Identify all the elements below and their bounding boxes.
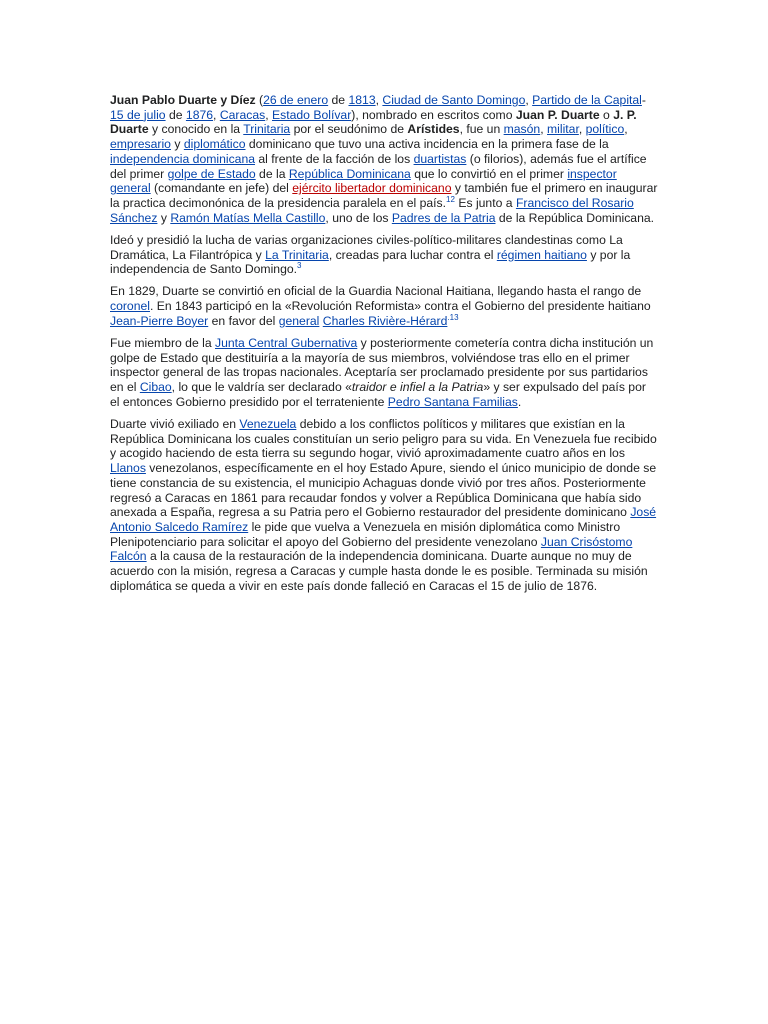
text-run: Duarte vivió exiliado en	[110, 417, 240, 432]
article-link[interactable]: Trinitaria	[243, 122, 291, 137]
text-run: de la	[255, 166, 289, 181]
article-link[interactable]: Llanos	[110, 461, 146, 476]
paragraph-4	[110, 336, 658, 410]
paragraph-5	[110, 417, 658, 593]
text-run: , fue un	[459, 122, 504, 137]
article-link[interactable]: La Trinitaria	[265, 247, 329, 262]
article-link[interactable]: 15 de julio	[110, 107, 166, 122]
article-link[interactable]: Ciudad de Santo Domingo	[382, 93, 526, 107]
article-link[interactable]: República Dominicana	[288, 166, 411, 181]
text-run: de	[328, 93, 349, 107]
text-run: dominicano que tuvo una activa incidencia en la primera fase de la	[245, 137, 609, 152]
bold-text: Juan Pablo Duarte y Díez	[110, 93, 256, 107]
text-run: de	[165, 107, 186, 122]
text-run: (comandante en jefe) del	[150, 181, 293, 196]
text-run: ,	[375, 93, 383, 107]
text-run: al frente de la facción de los	[255, 151, 414, 166]
footnote-ref[interactable]: 3	[297, 261, 302, 271]
italic-text: traidor e infiel a la Patria	[351, 380, 484, 395]
text-run: ,	[525, 93, 533, 107]
paragraph-1	[110, 93, 658, 225]
bold-text: Juan P. Duarte	[515, 107, 600, 122]
article-link[interactable]: Caracas	[219, 107, 266, 122]
text-run: ), nombrado en escritos como	[351, 107, 516, 122]
article-link[interactable]: Francisco del Rosario Sánchez	[110, 195, 634, 225]
article-link[interactable]: ejército libertador dominicano	[292, 181, 452, 196]
article-link[interactable]: José Antonio Salcedo Ramírez	[110, 505, 657, 534]
bold-text: J. P. Duarte	[110, 107, 637, 137]
article-link[interactable]: coronel	[110, 299, 150, 314]
article-link[interactable]: Padres de la Patria	[391, 210, 496, 225]
text-run: Fue miembro de la	[110, 336, 215, 351]
article-body	[110, 93, 658, 601]
bold-text: Arístides	[407, 122, 460, 137]
text-run: de la República Dominicana.	[495, 210, 655, 225]
article-link[interactable]: Junta Central Gubernativa	[215, 336, 358, 351]
text-run: debido a los conflictos políticos y militares que existían en la República Dominicana los cuales constituían un serio peligro para su vida. En Venezuela fue recibido y acogido haciendo de esta tierra su segundo hogar, vivió aproximadamente cuatro años en los	[110, 417, 657, 461]
article-link[interactable]: Pedro Santana Familias	[387, 394, 518, 409]
text-run: ,	[578, 122, 586, 137]
paragraph-3	[110, 284, 658, 328]
article-link[interactable]: golpe de Estado	[167, 166, 256, 181]
text-run: y por la independencia de Santo Domingo.	[110, 247, 631, 277]
text-run: por el seudónimo de	[290, 122, 408, 137]
article-link[interactable]: Jean-Pierre Boyer	[110, 313, 209, 328]
paragraph-2	[110, 233, 658, 277]
article-link[interactable]: inspector general	[110, 166, 617, 196]
text-run: (	[255, 93, 264, 107]
text-run: Es junto a	[454, 195, 516, 210]
article-link[interactable]: diplomático	[183, 137, 246, 152]
text-run: Ideó y presidió la lucha de varias organizaciones civiles-político-militares clandestinas como La Dramática, La Filantrópica y	[110, 232, 623, 262]
article-link[interactable]: independencia dominicana	[110, 151, 256, 166]
text-run: ,	[624, 122, 628, 137]
article-link[interactable]: Estado Bolívar	[272, 107, 352, 122]
text-run: y conocido en la	[148, 122, 244, 137]
article-link[interactable]: Juan Crisóstomo Falcón	[110, 534, 633, 564]
text-run: y	[170, 137, 184, 152]
article-link[interactable]: empresario	[110, 137, 171, 152]
article-link[interactable]: masón	[503, 122, 541, 137]
article-link[interactable]: Ramón Matías Mella Castillo	[170, 210, 326, 225]
article-link[interactable]: general	[278, 313, 320, 328]
text-run: , lo que le valdría ser declarado «	[171, 380, 352, 395]
text-run: . En 1843 participó en la «Revolución Reformista» contra el Gobierno del presidente haitiano	[149, 299, 651, 314]
article-link[interactable]: Charles Rivière-Hérard	[322, 313, 448, 328]
text-run: y posteriormente cometería contra dicha institución un golpe de Estado que destituiría a la mayoría de sus miembros, volviéndose tras ello en el primer inspector general de las tropas nacionales. Aceptaría ser proclamado presidente por sus partidarios en el	[110, 336, 654, 395]
article-link[interactable]: 1876	[185, 107, 214, 122]
text-run: , creadas para luchar contra el	[328, 247, 497, 262]
text-run: venezolanos, específicamente en el hoy Estado Apure, siendo el único municipio de donde se tiene constancia de su existencia, el municipio Achaguas donde vivió por tres años. Posteriormente regresó a Caracas en 1861 para recaudar fondos y volver a República Dominicana que había sido anexada a España, regresa a su Patria pero el Gobierno restaurador del presidente dominicano	[110, 461, 657, 520]
article-link[interactable]: Venezuela	[239, 417, 297, 432]
text-run: ,	[265, 107, 272, 122]
text-run: (o filorios), además fue el artífice del primer	[110, 151, 647, 181]
text-run: que lo convirtió en el primer	[410, 166, 568, 181]
text-run: a la causa de la restauración de la independencia dominicana. Duarte aunque no muy de acuerdo con la misión, regresa a Caracas y cumple hasta donde le es posible. Terminada su misión diplomática se queda a vivir en este país donde falleció en Caracas el 15 de julio de 1876.	[110, 549, 648, 593]
article-link[interactable]: régimen haitiano	[496, 247, 587, 262]
text-run: .	[517, 394, 522, 409]
article-link[interactable]: 26 de enero	[263, 93, 329, 107]
text-run: le pide que vuelva a Venezuela en misión diplomática como Ministro Plenipotenciario para solicitar el apoyo del Gobierno del presidente venezolano	[110, 519, 621, 549]
text-run: en favor del	[208, 313, 279, 328]
article-link[interactable]: Cibao	[139, 380, 172, 395]
text-run: » y ser expulsado del país por el entonces Gobierno presidido por el terrateniente	[110, 380, 646, 409]
text-run: En 1829, Duarte se convirtió en oficial de la Guardia Nacional Haitiana, llegando hasta el rango de	[110, 284, 642, 299]
article-link[interactable]: Partido de la Capital	[532, 93, 642, 107]
text-run: ,	[213, 107, 220, 122]
footnote-ref[interactable]: .13	[447, 312, 459, 322]
article-link[interactable]: militar	[547, 122, 579, 137]
text-run: ,	[540, 122, 547, 137]
article-link[interactable]: 1813	[348, 93, 376, 107]
footnote-ref[interactable]: 12	[446, 194, 455, 204]
text-run: -	[641, 93, 646, 107]
article-link[interactable]: duartistas	[413, 151, 467, 166]
text-run: y	[157, 210, 171, 225]
text-run: o	[599, 107, 614, 122]
text-run: y también fue el primero en inaugurar la practica decimonónica de la presidencia paralela en el país.	[110, 181, 658, 210]
text-run: , uno de los	[325, 210, 392, 225]
article-link[interactable]: político	[585, 122, 625, 137]
